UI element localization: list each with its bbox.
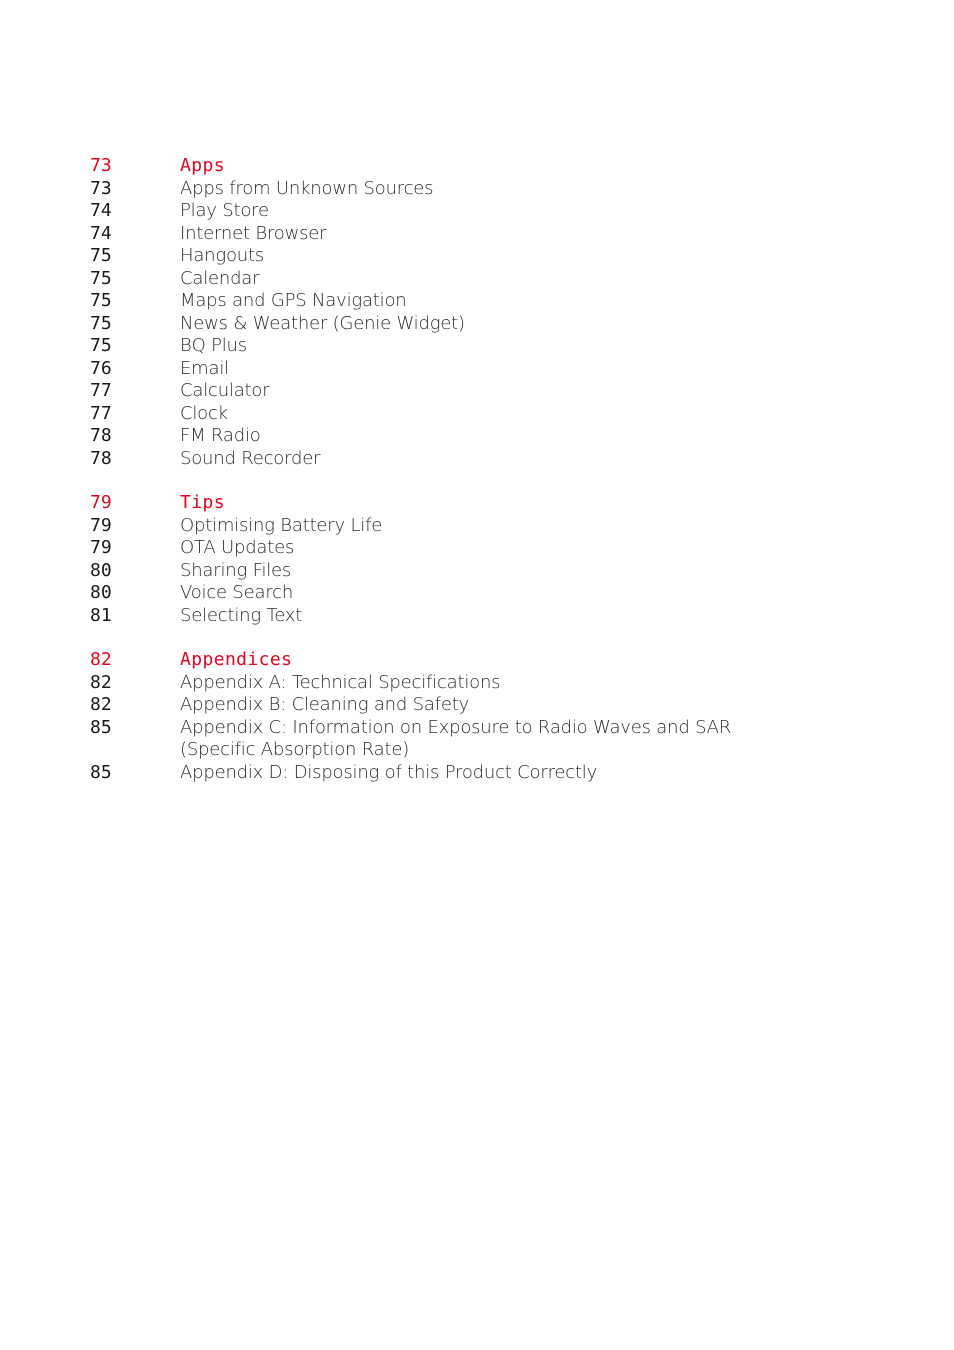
toc-entry[interactable] bbox=[90, 245, 850, 268]
toc-heading[interactable] bbox=[90, 649, 850, 672]
entry-title: Internet Browser bbox=[180, 222, 327, 244]
toc-entry[interactable] bbox=[90, 515, 850, 538]
entry-title: Clock bbox=[180, 402, 228, 424]
page-number: 75 bbox=[90, 335, 112, 356]
toc-entry[interactable] bbox=[90, 380, 850, 403]
entry-title: Calculator bbox=[180, 380, 270, 401]
page-number: 73 bbox=[90, 155, 112, 176]
toc-section-appendices bbox=[90, 649, 850, 784]
toc-entry[interactable] bbox=[90, 335, 850, 358]
entry-title: Sound Recorder bbox=[180, 447, 321, 469]
toc-entry[interactable] bbox=[90, 425, 850, 448]
page-number: 78 bbox=[90, 425, 112, 446]
toc-entry[interactable] bbox=[90, 582, 850, 605]
page-number: 79 bbox=[90, 514, 112, 536]
page-number: 79 bbox=[90, 537, 112, 558]
section-title: Apps bbox=[180, 155, 225, 176]
toc-entry[interactable] bbox=[90, 537, 850, 560]
toc-heading[interactable] bbox=[90, 155, 850, 178]
page-number: 75 bbox=[90, 267, 112, 289]
toc-entry[interactable] bbox=[90, 694, 850, 717]
toc-entry[interactable] bbox=[90, 268, 850, 291]
page-number: 81 bbox=[90, 604, 112, 626]
toc-section-apps bbox=[90, 155, 850, 470]
toc-entry[interactable] bbox=[90, 560, 850, 583]
page-number: 75 bbox=[90, 290, 112, 311]
toc-entry[interactable] bbox=[90, 223, 850, 246]
page-number: 82 bbox=[90, 649, 112, 670]
toc-entry[interactable] bbox=[90, 313, 850, 336]
page-number: 74 bbox=[90, 200, 112, 221]
page-number: 78 bbox=[90, 447, 112, 469]
page-number: 79 bbox=[90, 492, 112, 513]
page-number: 74 bbox=[90, 222, 112, 244]
page-number: 85 bbox=[90, 716, 112, 738]
entry-title: Hangouts bbox=[180, 245, 265, 266]
section-title: Tips bbox=[180, 492, 225, 513]
page-number: 82 bbox=[90, 694, 112, 715]
entry-title: OTA Updates bbox=[180, 537, 295, 558]
toc-entry[interactable] bbox=[90, 403, 850, 426]
entry-title: Voice Search bbox=[180, 582, 294, 603]
toc-entry[interactable] bbox=[90, 605, 850, 628]
page-number: 77 bbox=[90, 380, 112, 401]
page-number: 75 bbox=[90, 312, 112, 334]
entry-title: FM Radio bbox=[180, 425, 261, 446]
entry-title: Selecting Text bbox=[180, 604, 303, 626]
page-number: 80 bbox=[90, 582, 112, 603]
entry-title: Maps and GPS Navigation bbox=[180, 290, 407, 311]
entry-title: Play Store bbox=[180, 200, 269, 221]
toc-entry[interactable] bbox=[90, 200, 850, 223]
entry-title: BQ Plus bbox=[180, 335, 247, 356]
page-number: 76 bbox=[90, 357, 112, 379]
entry-title: News & Weather (Genie Widget) bbox=[180, 312, 465, 334]
page-number: 80 bbox=[90, 559, 112, 581]
toc-entry[interactable] bbox=[90, 290, 850, 313]
entry-title: Sharing Files bbox=[180, 559, 292, 581]
toc-entry[interactable] bbox=[90, 178, 850, 201]
entry-title: Appendix A: Technical Specifications bbox=[180, 671, 501, 693]
entry-title: Email bbox=[180, 357, 229, 379]
section-title: Appendices bbox=[180, 649, 293, 670]
toc-heading[interactable] bbox=[90, 492, 850, 515]
toc-section-tips bbox=[90, 492, 850, 627]
toc-entry[interactable] bbox=[90, 762, 850, 785]
table-of-contents bbox=[90, 155, 850, 806]
toc-entry[interactable] bbox=[90, 717, 850, 762]
page-number: 85 bbox=[90, 761, 112, 783]
page-number: 73 bbox=[90, 177, 112, 199]
toc-entry[interactable] bbox=[90, 672, 850, 695]
entry-title: Apps from Unknown Sources bbox=[180, 177, 434, 199]
page-number: 75 bbox=[90, 245, 112, 266]
toc-entry[interactable] bbox=[90, 358, 850, 381]
toc-entry[interactable] bbox=[90, 448, 850, 471]
page-number: 77 bbox=[90, 402, 112, 424]
entry-title: Appendix C: Information on Exposure to Radio Waves and SAR (Specific Absorption Rate) bbox=[180, 716, 732, 760]
entry-title: Appendix B: Cleaning and Safety bbox=[180, 694, 469, 715]
entry-title: Calendar bbox=[180, 267, 260, 289]
entry-title: Appendix D: Disposing of this Product Correctly bbox=[180, 761, 598, 783]
entry-title: Optimising Battery Life bbox=[180, 514, 383, 536]
page-number: 82 bbox=[90, 671, 112, 693]
